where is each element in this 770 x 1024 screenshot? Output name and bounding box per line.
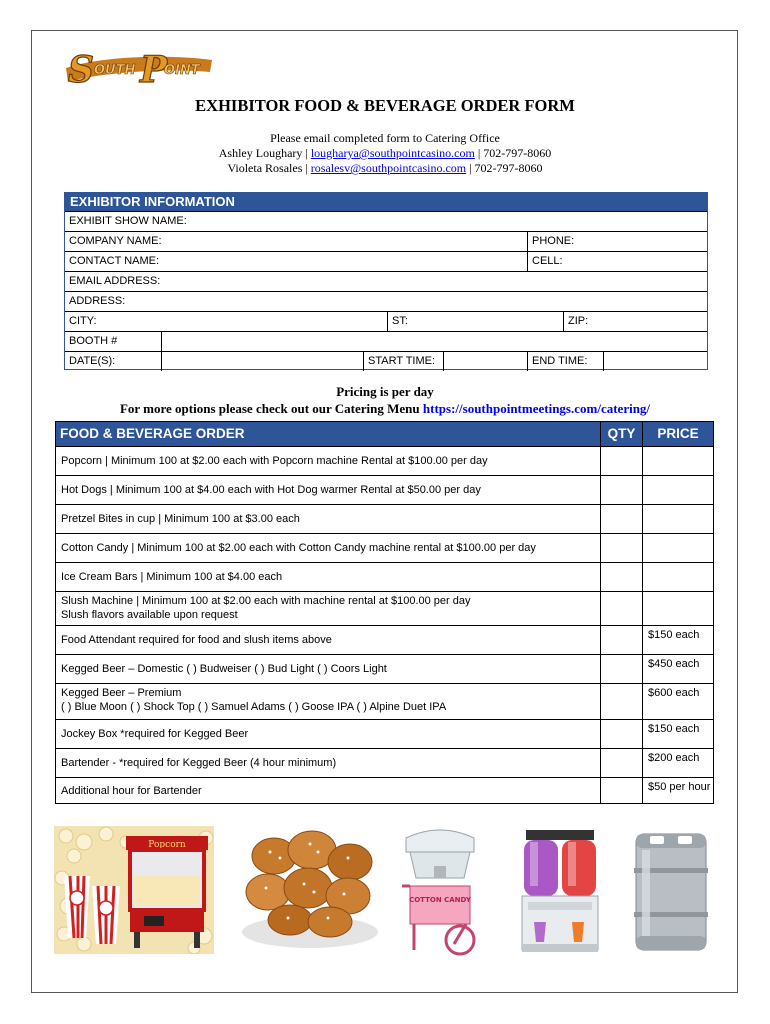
row-email — [65, 271, 707, 291]
order-item-description: Food Attendant required for food and slush items above — [61, 634, 332, 646]
contact-violeta — [0, 161, 770, 176]
order-item-price: $450 each — [648, 658, 700, 670]
order-item-price: $600 each — [648, 687, 700, 699]
qty-input[interactable] — [601, 505, 642, 533]
order-header: FOOD & BEVERAGE ORDER — [56, 422, 600, 446]
price-header: PRICE — [642, 422, 713, 446]
order-row — [56, 654, 713, 683]
violeta-email-link[interactable]: rosalesv@southpointcasino.com — [310, 161, 467, 175]
row-city — [65, 311, 707, 331]
row-company — [65, 231, 707, 251]
svg-text:OUTH: OUTH — [94, 63, 136, 78]
qty-input[interactable] — [601, 655, 642, 683]
company-name-field[interactable]: COMPANY NAME: — [69, 235, 162, 247]
catering-menu-link[interactable]: https://southpointmeetings.com/catering/ — [422, 401, 651, 416]
qty-input[interactable] — [601, 626, 642, 654]
order-item-price: $150 each — [648, 723, 700, 735]
order-item-description: Ice Cream Bars | Minimum 100 at $4.00 each — [61, 571, 283, 583]
order-item-description: Pretzel Bites in cup | Minimum 100 at $3.00 each — [61, 513, 300, 525]
order-row — [56, 777, 713, 803]
order-row — [56, 504, 713, 533]
row-contact — [65, 251, 707, 271]
svg-text:S: S — [68, 49, 94, 91]
row-booth — [65, 331, 707, 351]
order-item-description: Bartender - *required for Kegged Beer (4 hour minimum) — [61, 757, 337, 769]
order-item-description-line2: ( ) Blue Moon ( ) Shock Top ( ) Samuel Adams ( ) Goose IPA ( ) Alpine Duet IPA — [61, 701, 447, 713]
cell-field[interactable]: CELL: — [527, 252, 707, 271]
order-item-price: $200 each — [648, 752, 700, 764]
start-time-label: START TIME: — [363, 352, 443, 371]
slush-machine-image — [514, 826, 606, 956]
southpoint-logo — [60, 38, 218, 94]
svg-text:P: P — [140, 49, 168, 91]
exhibitor-info-header: EXHIBITOR INFORMATION — [65, 193, 707, 211]
order-row — [56, 562, 713, 591]
contact-name-field[interactable]: CONTACT NAME: — [69, 255, 160, 267]
order-item-description: Jockey Box *required for Kegged Beer — [61, 728, 249, 740]
qty-input[interactable] — [601, 592, 642, 625]
catering-menu-note — [0, 401, 770, 417]
order-item-description: Kegged Beer – Domestic ( ) Budweiser ( ) Bud Light ( ) Coors Light — [61, 663, 387, 675]
order-row — [56, 748, 713, 777]
qty-column-divider — [600, 422, 601, 803]
qty-input[interactable] — [601, 447, 642, 475]
booth-label: BOOTH # — [69, 335, 118, 347]
qty-input[interactable] — [601, 563, 642, 591]
order-item-description: Slush Machine | Minimum 100 at $2.00 each with machine rental at $100.00 per day — [61, 595, 471, 607]
ashley-email-link[interactable]: lougharya@southpointcasino.com — [310, 146, 475, 160]
pretzel-bites-image — [240, 822, 378, 948]
qty-input[interactable] — [601, 534, 642, 562]
qty-input[interactable] — [601, 476, 642, 504]
qty-input[interactable] — [601, 749, 642, 777]
contact-ashley — [0, 146, 770, 161]
contact-instructions: Please email completed form to Catering Office — [270, 131, 500, 145]
order-row — [56, 625, 713, 654]
form-title: EXHIBITOR FOOD & BEVERAGE ORDER FORM — [195, 96, 575, 115]
address-field[interactable]: ADDRESS: — [69, 295, 126, 307]
exhibitor-info-table — [64, 192, 708, 370]
popcorn-image — [54, 826, 214, 954]
row-dates — [65, 351, 707, 370]
state-field[interactable]: ST: — [387, 312, 563, 331]
price-column-divider — [642, 422, 643, 803]
svg-text:OINT: OINT — [164, 63, 200, 78]
order-item-description: Kegged Beer – Premium — [61, 687, 182, 699]
ashley-phone: | 702-797-8060 — [474, 146, 552, 160]
beer-keg-image — [628, 826, 714, 956]
qty-input[interactable] — [601, 720, 642, 748]
cotton-candy-sign: COTTON CANDY — [409, 896, 471, 904]
order-item-description-line2: Slush flavors available upon request — [61, 609, 238, 621]
qty-input[interactable] — [601, 778, 642, 803]
catering-menu-text: For more options please check out our Catering Menu — [119, 401, 423, 416]
order-row — [56, 475, 713, 504]
booth-input[interactable] — [161, 332, 707, 351]
row-show-name — [65, 211, 707, 231]
order-row — [56, 446, 713, 475]
order-item-description: Additional hour for Bartender — [61, 785, 202, 797]
show-name-field[interactable]: EXHIBIT SHOW NAME: — [69, 215, 187, 227]
phone-field[interactable]: PHONE: — [527, 232, 707, 251]
qty-input[interactable] — [601, 684, 642, 719]
dates-label: DATE(S): — [69, 355, 116, 367]
email-field[interactable]: EMAIL ADDRESS: — [69, 275, 161, 287]
violeta-phone: | 702-797-8060 — [466, 161, 543, 175]
qty-header: QTY — [600, 422, 642, 446]
row-address — [65, 291, 707, 311]
order-row — [56, 683, 713, 719]
order-table — [55, 421, 714, 804]
dates-input[interactable] — [161, 352, 363, 371]
cotton-candy-cart-image — [394, 826, 486, 956]
violeta-name: Violeta Rosales | — [227, 161, 311, 175]
end-time-label: END TIME: — [527, 352, 603, 371]
ashley-name: Ashley Loughary | — [218, 146, 311, 160]
order-row — [56, 591, 713, 625]
pricing-note: Pricing is per day — [336, 384, 434, 399]
order-item-price: $150 each — [648, 629, 700, 641]
order-row — [56, 719, 713, 748]
city-field[interactable]: CITY: — [69, 315, 97, 327]
order-item-description: Cotton Candy | Minimum 100 at $2.00 each with Cotton Candy machine rental at $100.00 per day — [61, 542, 536, 554]
zip-field[interactable]: ZIP: — [563, 312, 707, 331]
popcorn-sign: Popcorn — [148, 840, 186, 850]
order-item-price: $50 per hour — [648, 781, 711, 793]
order-row — [56, 533, 713, 562]
order-item-description: Popcorn | Minimum 100 at $2.00 each with Popcorn machine Rental at $100.00 per day — [61, 455, 488, 467]
order-item-description: Hot Dogs | Minimum 100 at $4.00 each with Hot Dog warmer Rental at $50.00 per day — [61, 484, 481, 496]
end-time-input[interactable] — [603, 352, 707, 371]
start-time-input[interactable] — [443, 352, 527, 371]
